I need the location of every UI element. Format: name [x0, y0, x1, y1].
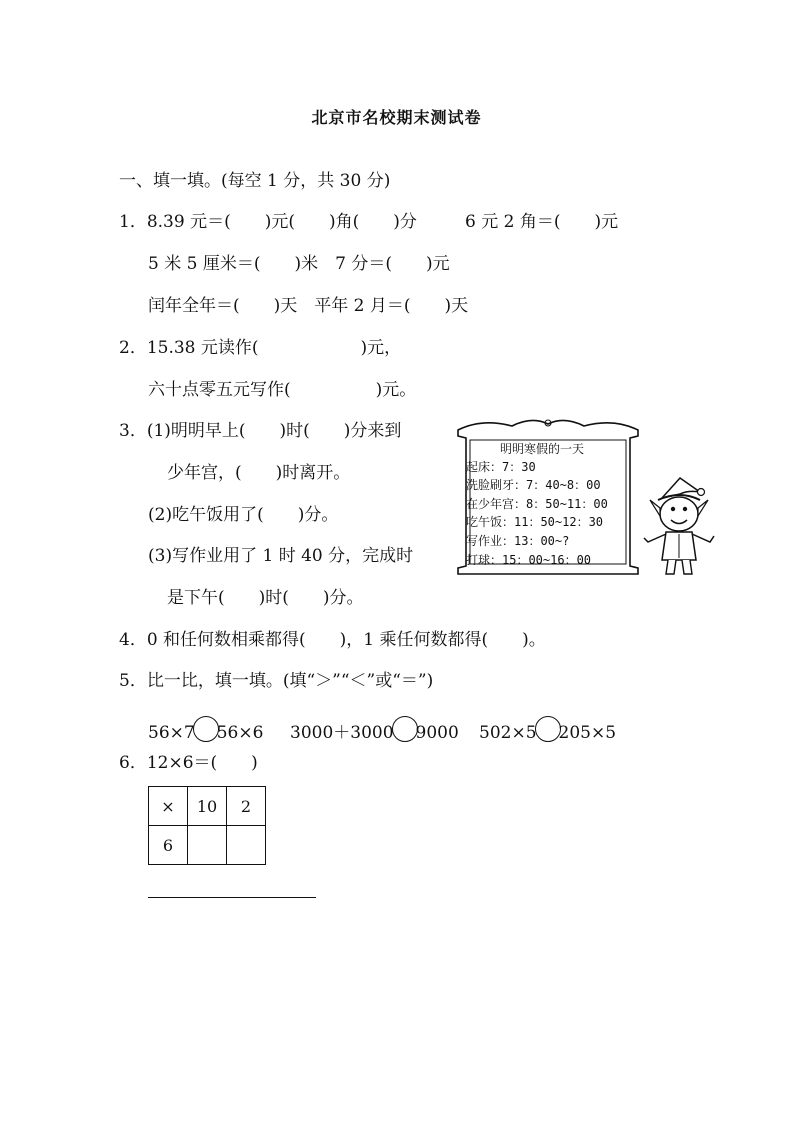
compare-item-2	[290, 716, 459, 744]
q1-line3: 闰年全年＝( )天 平年 2 月＝( )天	[148, 296, 469, 316]
page-title: 北京市名校期末测试卷	[311, 108, 482, 127]
notice-row: 打球：15：00~16：00	[466, 553, 592, 567]
notice-row: 洗脸刷牙：7：40~8：00	[466, 478, 601, 492]
q3-line1: 3．(1)明明早上( )时( )分来到	[119, 421, 402, 441]
compare-left: 3000＋3000	[290, 723, 394, 743]
q3-line4: (3)写作业用了 1 时 40 分，完成时	[148, 546, 414, 566]
q2-line2: 六十点零五元写作( )元。	[148, 380, 417, 400]
q3-line3: (2)吃午饭用了( )分。	[148, 505, 339, 525]
multiplication-grid	[148, 786, 266, 865]
notice-row: 吃午饭：11：50~12：30	[466, 515, 604, 529]
grid-cell-blank[interactable]	[227, 826, 266, 865]
compare-item-3	[479, 716, 616, 744]
grid-cell: 2	[227, 787, 266, 826]
q3-line5: 是下午( )时( )分。	[167, 588, 364, 608]
grid-cell: ×	[149, 787, 188, 826]
q3-line2: 少年宫，( )时离开。	[167, 463, 351, 483]
q4-line: 4．0 和任何数相乘都得( )，1 乘任何数都得( )。	[119, 630, 546, 650]
compare-left: 502×5	[479, 723, 537, 743]
q6-line: 6．12×6＝( )	[119, 753, 258, 773]
notice-row: 在少年宫：8：50~11：00	[466, 497, 608, 511]
notice-row: 写作业：13：00~?	[466, 534, 570, 548]
q5-heading: 5．比一比，填一填。(填“＞”“＜”或“＝”)	[119, 671, 434, 691]
notice-title: 明明寒假的一天	[500, 442, 585, 456]
notice-row: 起床：7：30	[466, 460, 536, 474]
q1-line1a: 1．8.39 元＝( )元( )角( )分	[119, 212, 417, 232]
compare-right: 205×5	[558, 723, 617, 743]
compare-circle-1[interactable]	[193, 716, 219, 742]
compare-left: 56×7	[148, 723, 195, 743]
compare-right: 9000	[415, 723, 459, 743]
answer-underline[interactable]	[148, 897, 316, 898]
compare-circle-3[interactable]	[535, 716, 561, 742]
section-heading: 一、填一填。(每空 1 分，共 30 分)	[119, 171, 391, 191]
q1-line2: 5 米 5 厘米＝( )米 7 分＝( )元	[148, 254, 450, 274]
q1-line1b: 6 元 2 角＝( )元	[465, 212, 619, 232]
compare-right: 56×6	[216, 723, 264, 743]
compare-circle-2[interactable]	[392, 716, 418, 742]
elf-character-icon	[640, 476, 716, 578]
grid-cell: 10	[188, 787, 227, 826]
q2-line1: 2．15.38 元读作( )元，	[119, 338, 402, 358]
grid-cell: 6	[149, 826, 188, 865]
compare-item-1	[148, 716, 263, 744]
schedule-notice-board	[452, 416, 644, 578]
grid-cell-blank[interactable]	[188, 826, 227, 865]
